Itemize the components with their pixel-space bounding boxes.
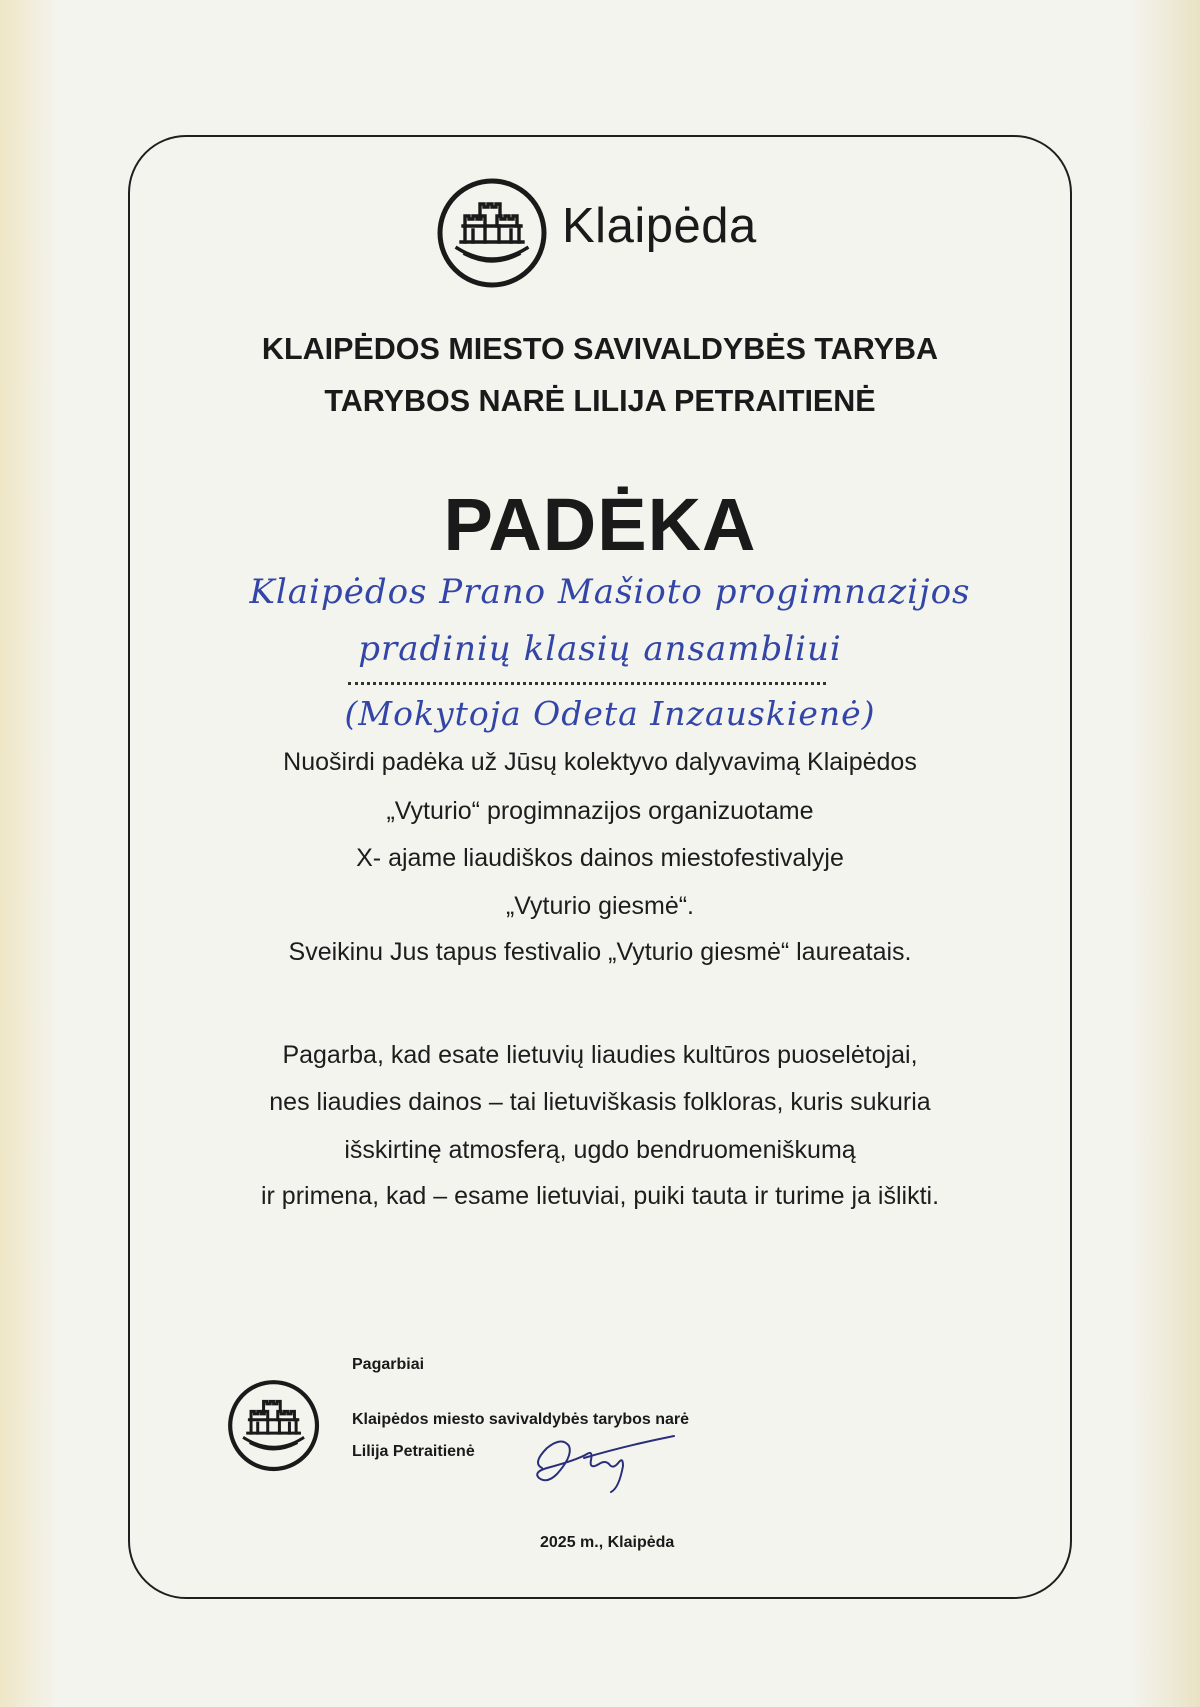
handwritten-teacher-line: (Mokytoja Odeta Inzauskienė) — [344, 694, 876, 733]
footer-date-place: 2025 m., Klaipėda — [540, 1534, 675, 1551]
body-text-line: Sveikinu Jus tapus festivalio „Vyturio giesmė“ laureatais. — [288, 938, 912, 966]
handwritten-recipient-line-2: pradinių klasių ansambliui — [358, 629, 842, 669]
certificate-title: PADĖKA — [443, 483, 757, 566]
body-text-line: nes liaudies dainos – tai lietuviškasis folkloras, kuris sukuria — [269, 1088, 931, 1116]
body-text-line: „Vyturio“ progimnazijos organizuotame — [386, 797, 814, 825]
recipient-dotted-line — [348, 682, 826, 685]
klaipeda-logo — [435, 176, 795, 291]
body-text-line: X- ajame liaudiškos dainos miestofestivalyje — [356, 844, 844, 872]
handwritten-signature-icon — [522, 1428, 702, 1498]
footer-regards: Pagarbiai — [352, 1356, 425, 1373]
council-name: KLAIPĖDOS MIESTO SAVIVALDYBĖS TARYBA — [261, 332, 939, 366]
body-text-line: Pagarba, kad esate lietuvių liaudies kultūros puoselėtojai, — [282, 1041, 918, 1069]
footer-signer-name: Lilija Petraitienė — [352, 1443, 475, 1460]
body-text-line: ir primena, kad – esame lietuviai, puiki tauta ir turime ja išlikti. — [260, 1182, 940, 1210]
klaipeda-coat-of-arms-icon — [226, 1378, 322, 1474]
handwritten-recipient-line-1: Klaipėdos Prano Mašioto progimnazijos — [249, 572, 971, 612]
body-text-line: „Vyturio giesmė“. — [505, 892, 694, 920]
footer-role: Klaipėdos miesto savivaldybės tarybos narė — [352, 1411, 690, 1428]
council-member-name: TARYBOS NARĖ LILIJA PETRAITIENĖ — [324, 384, 876, 418]
klaipeda-wordmark: Klaipėda — [562, 199, 757, 253]
body-text-line: išskirtinę atmosferą, ugdo bendruomeniškumą — [344, 1136, 856, 1164]
klaipeda-coat-of-arms-icon — [435, 176, 550, 291]
body-text-line: Nuoširdi padėka už Jūsų kolektyvo dalyvavimą Klaipėdos — [283, 748, 917, 776]
